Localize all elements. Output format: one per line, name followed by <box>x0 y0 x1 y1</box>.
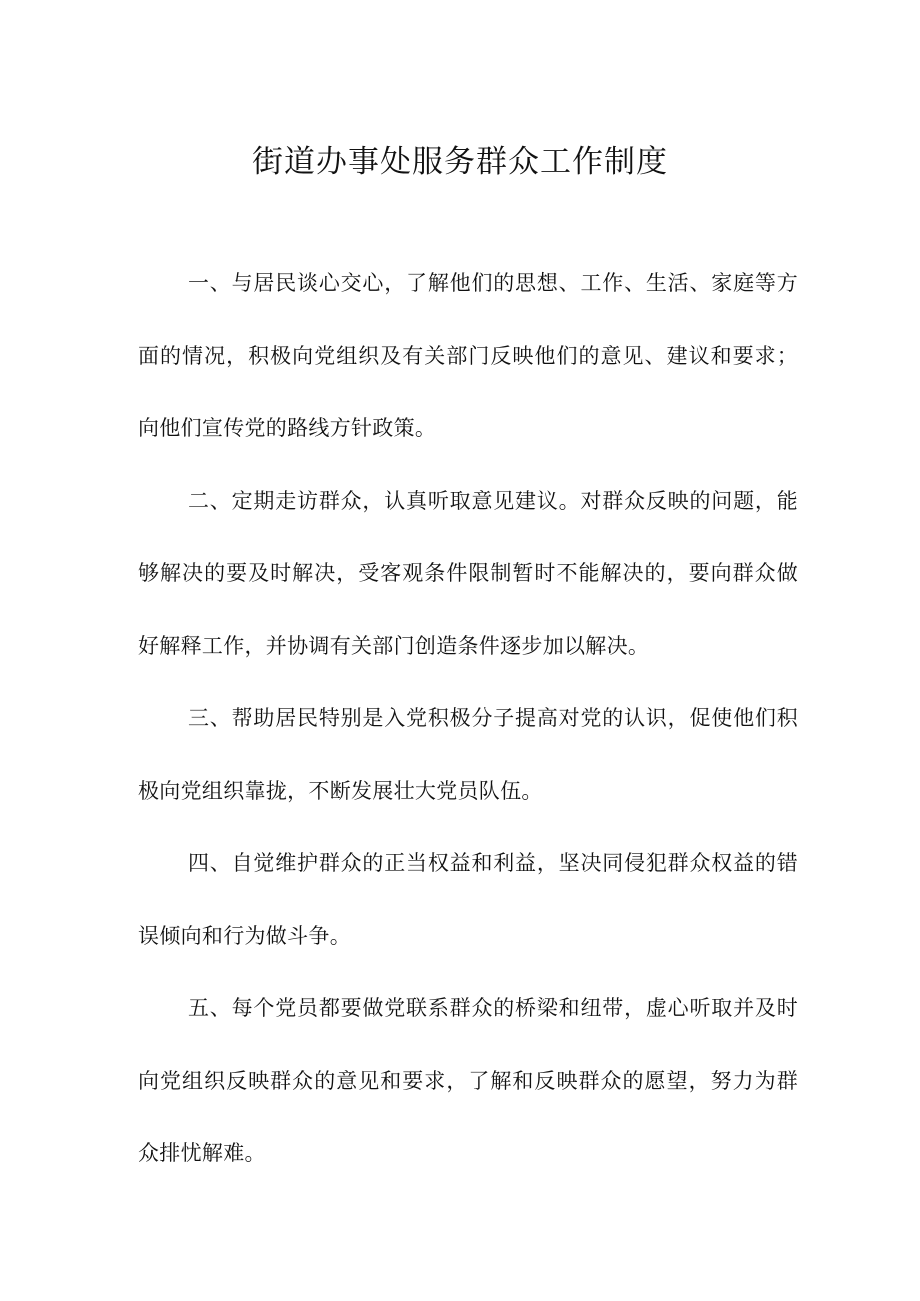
paragraph-2: 二、定期走访群众，认真听取意见建议。对群众反映的问题，能够解决的要及时解决，受客观条件限制暂时不能解决的，要向群众做好解释工作，并协调有关部门创造条件逐步加以解决。 <box>138 488 798 658</box>
paragraph-4: 四、自觉维护群众的正当权益和利益，坚决同侵犯群众权益的错误倾向和行为做斗争。 <box>138 851 798 948</box>
document-title: 街道办事处服务群众工作制度 <box>252 144 668 180</box>
paragraph-5: 五、每个党员都要做党联系群众的桥梁和纽带，虚心听取并及时向党组织反映群众的意见和要求，了解和反映群众的愿望，努力为群众排忧解难。 <box>138 996 798 1165</box>
paragraph-3: 三、帮助居民特别是入党积极分子提高对党的认识，促使他们积极向党组织靠拢，不断发展壮大党员队伍。 <box>138 706 798 803</box>
document-body <box>138 247 798 1190</box>
paragraph-1: 一、与居民谈心交心，了解他们的思想、工作、生活、家庭等方面的情况，积极向党组织及有关部门反映他们的意见、建议和要求；向他们宣传党的路线方针政策。 <box>138 271 798 440</box>
